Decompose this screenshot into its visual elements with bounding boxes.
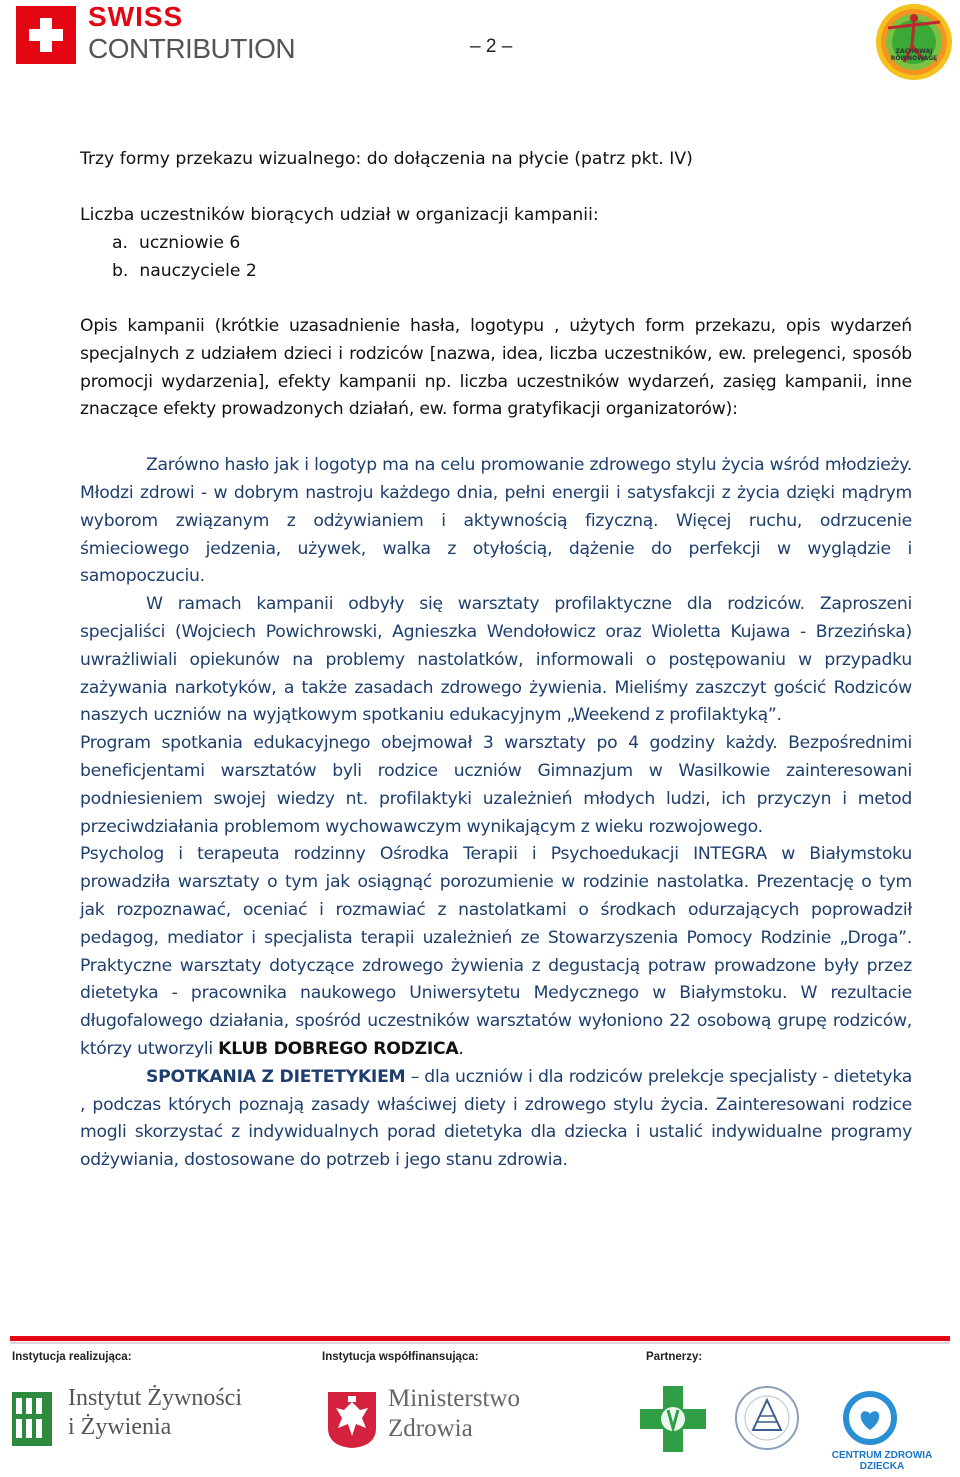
list-marker: b. xyxy=(112,261,129,281)
izz-name xyxy=(68,1384,242,1442)
label-cofinancing-institution: Instytucja współfinansująca: xyxy=(322,1351,479,1363)
page-number: – 2 – xyxy=(470,36,513,57)
balance-figure-icon xyxy=(874,2,954,82)
partner-green-cross-icon xyxy=(638,1384,708,1454)
dietitian-society-seal-icon xyxy=(734,1382,800,1454)
list-item-text: uczniowie 6 xyxy=(138,233,241,253)
paragraph-integra-end: . xyxy=(458,1038,464,1059)
paragraph-integra-text: Psycholog i terapeuta rodzinny Ośrodka Terapii i Psychoedukacji INTEGRA w Białymstoku prowadziła warsztaty o tym jak osiągnąć porozumienie w rodzinie nastolatka. Prezentację o tym jak rozpoznawać, oceniać i rozmawiać z nastolatkami o środkach odurzających poprowadził pedagog, mediator i specjalista terapii uzależnień ze Stowarzyszenia Pomocy Rodzinie „Droga”. Praktyczne warsztaty dotyczące zdrowego żywienia z degustacją potraw prowadzone były przez dietetyka - pracownika naukowego Uniwersytetu Medycznego w Białymstoku. W rezultacie długofalowego działania, spośród uczestników warsztatów wyłoniono 22 osobową grupę rodziców, którzy utworzyli xyxy=(80,844,912,1059)
label-realizing-institution: Instytucja realizująca: xyxy=(12,1351,132,1363)
paragraph-integra xyxy=(80,841,912,1063)
label-partners: Partnerzy: xyxy=(646,1351,703,1363)
document-body xyxy=(80,145,912,1175)
czd-heart-icon xyxy=(812,1384,952,1450)
mz-name xyxy=(388,1384,520,1444)
paragraph-slogan: Zarówno hasło jak i logotyp ma na celu promowanie zdrowego stylu życia wśród młodzieży. Młodzi zdrowi - w dobrym nastroju każdego dnia, pełni energii i satysfakcji z życia dzięki mądrym wyborom związanym z odżywianiem i aktywnością fizyczną. Więcej ruchu, odrzucenie śmieciowego jedzenia, używek, walka z otyłością, dążenie do perfekcji w wyglądzie i samopoczuciu. xyxy=(80,455,912,587)
footer-grey-divider xyxy=(10,1342,950,1344)
polish-eagle-emblem-icon xyxy=(326,1388,378,1450)
list-item-text: nauczyciele 2 xyxy=(139,261,257,281)
list-item xyxy=(80,229,912,257)
dietitian-heading: SPOTKANIA Z DIETETYKIEM xyxy=(146,1066,406,1087)
swiss-cross-logo-icon xyxy=(16,6,76,64)
czd-name: CENTRUM ZDROWIA DZIECKA xyxy=(831,1450,933,1472)
paragraph-workshops: W ramach kampanii odbyły się warsztaty profilaktyczne dla rodziców. Zaproszeni specjaliści (Wojciech Powichrowski, Agnieszka Wendołowicz oraz Wioletta Kujawa - Brzezińska) uwrażliwiali opiekunów na problemy nastolatków, informowali o postępowaniu w przypadku zażywania narkotyków, a także zasadach zdrowego żywienia. Mieliśmy zaszczyt gościć Rodziców naszych uczniów na wyjątkowym spotkaniu edukacyjnym „Weekend z profilaktyką”. xyxy=(80,594,912,726)
page-header xyxy=(0,0,960,90)
visual-forms-line: Trzy formy przekazu wizualnego: do dołączenia na płycie (patrz pkt. IV) xyxy=(80,149,693,169)
paragraph-dietitian xyxy=(80,1064,912,1175)
izz-logo-icon xyxy=(10,1388,54,1450)
brand-name-line1: SWISS xyxy=(88,1,184,32)
list-item xyxy=(80,257,912,285)
izz-name-line1: Instytut Żywności xyxy=(68,1385,242,1411)
participants-intro: Liczba uczestników biorących udział w organizacji kampanii: xyxy=(80,205,599,225)
paragraph-program: Program spotkania edukacyjnego obejmował 3 warsztaty po 4 godziny każdy. Bezpośrednimi beneficjentami warsztatów byli rodzice uczniów Gimnazjum w Wasilkowie zainteresowani podniesieniem swojej wiedzy nt. profilaktyki uzależnień młodych ludzi, ich przyczyn i metod przeciwdziałania problemom wychowawczym wynikającym z wieku rozwojowego. xyxy=(80,733,912,837)
campaign-description xyxy=(80,452,912,1175)
badge-caption: ZACHOWAJ RÓWNOWAGĘ xyxy=(890,48,938,62)
mz-name-line2: Zdrowia xyxy=(388,1415,473,1442)
izz-name-line2: i Żywienia xyxy=(68,1414,172,1440)
campaign-badge-logo xyxy=(874,2,954,82)
czd-logo xyxy=(812,1384,952,1472)
mz-name-line1: Ministerstwo xyxy=(388,1385,520,1412)
club-name: KLUB DOBREGO RODZICA xyxy=(218,1038,459,1059)
footer-red-divider xyxy=(10,1336,950,1341)
brand-name-line2: CONTRIBUTION xyxy=(88,33,296,64)
paragraph-dietitian-text: – dla uczniów i dla rodziców prelekcje specjalisty - dietetyka , podczas których poznają zasady właściwej diety i zdrowego stylu życia. Zainteresowani rodzice mogli skorzystać z indywidualnych porad dietetyka dla dziecka i ustalić indywidualne programy odżywiania, dostosowane do potrzeb i jego stanu zdrowia. xyxy=(80,1066,913,1171)
list-marker: a. xyxy=(112,233,128,253)
description-heading: Opis kampanii (krótkie uzasadnienie hasła, logotypu , użytych form przekazu, opis wydarzeń specjalnych z udziałem dzieci i rodziców [nazwa, idea, liczba uczestników, ew. prelegenci, sposób promocji wydarzenia], efekty kampanii np. liczba uczestników wydarzeń, zasięg kampanii, inne znaczące efekty prowadzonych działań, ew. forma gratyfikacji organizatorów): xyxy=(80,316,912,420)
